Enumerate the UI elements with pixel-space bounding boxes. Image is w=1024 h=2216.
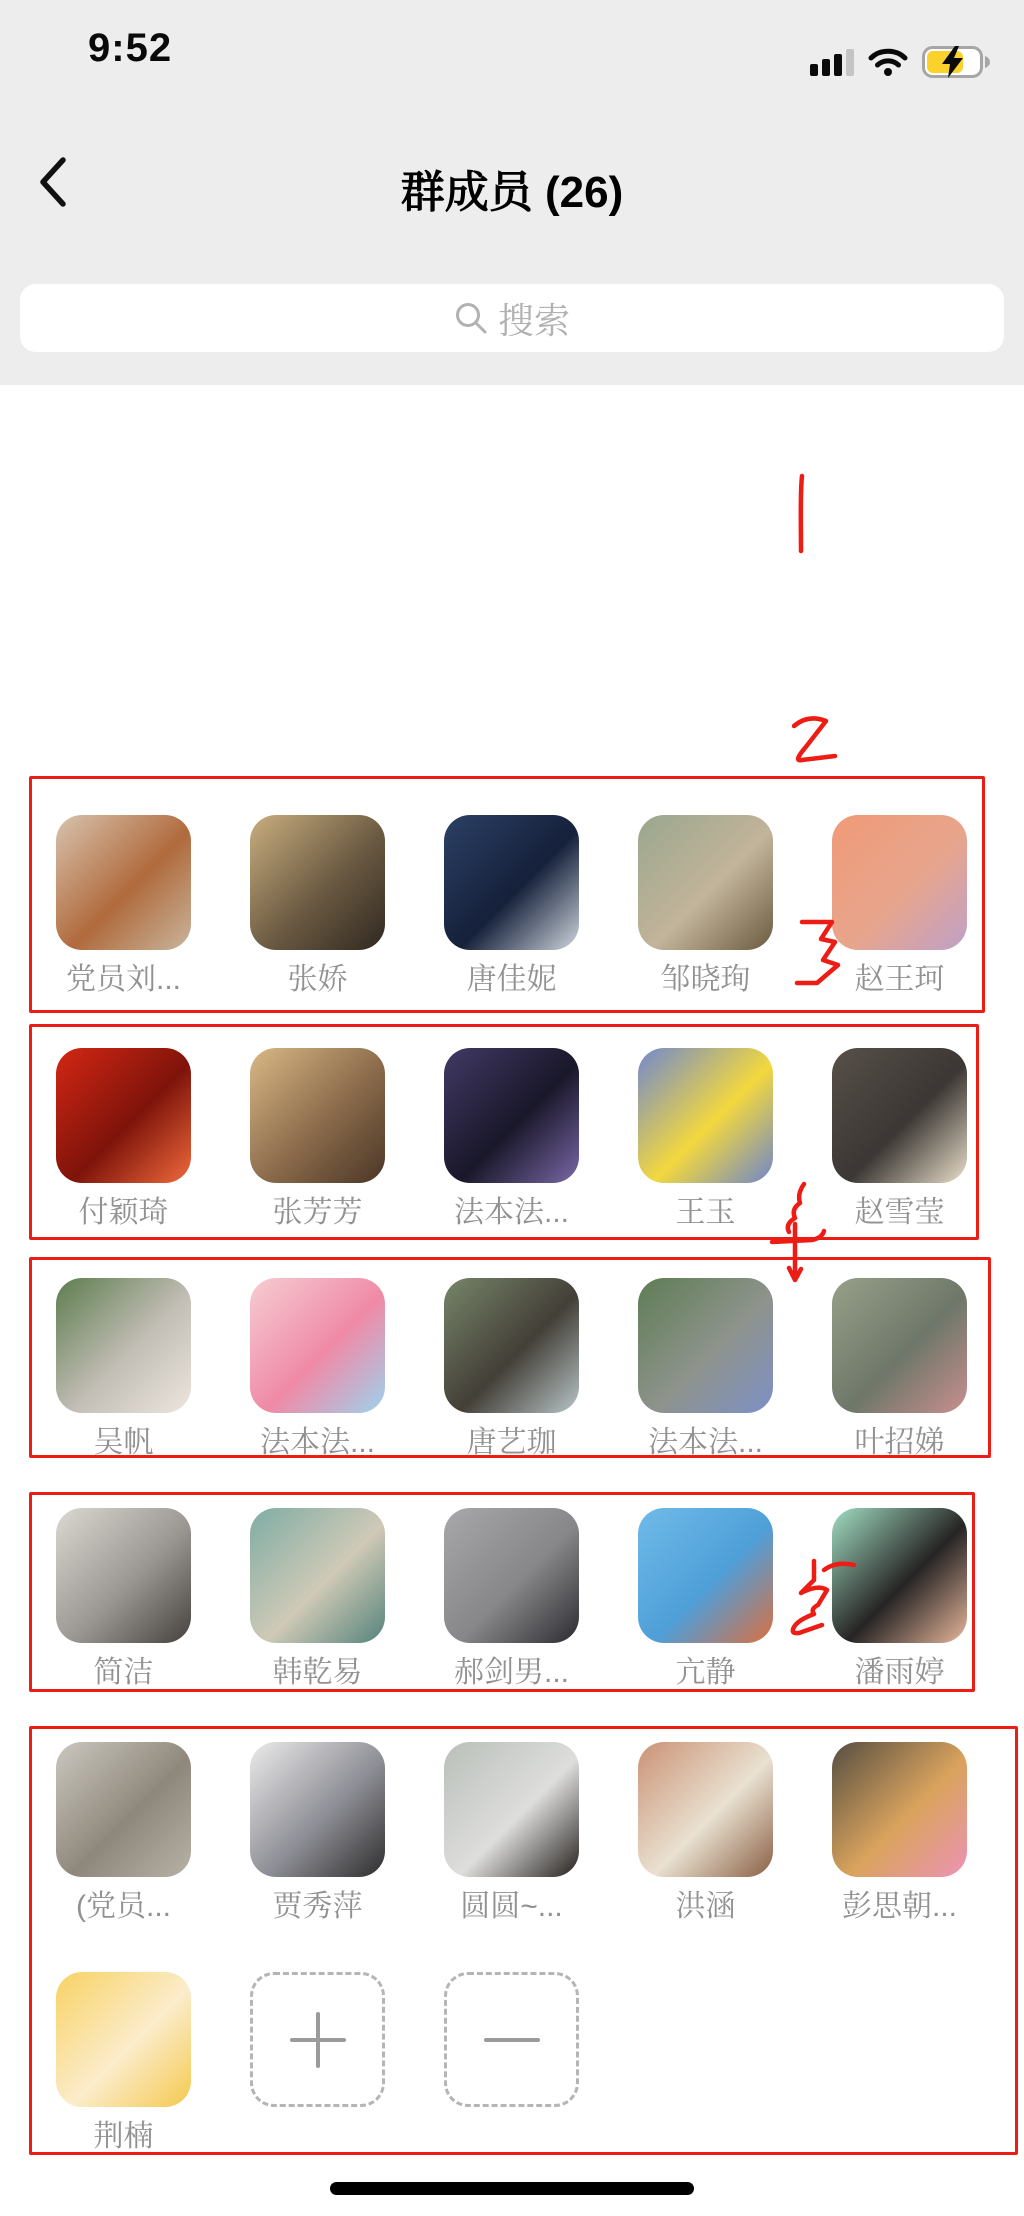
member-avatar[interactable]: [56, 1972, 191, 2107]
member-avatar[interactable]: [250, 1048, 385, 1183]
member-avatar[interactable]: [56, 1742, 191, 1877]
member-avatar[interactable]: [638, 1508, 773, 1643]
member-name: 韩乾易: [272, 1656, 363, 1689]
member-avatar[interactable]: [444, 1048, 579, 1183]
member-name: 叶招娣: [854, 1426, 945, 1459]
member-avatar[interactable]: [56, 815, 191, 950]
member-name: 潘雨婷: [854, 1656, 945, 1689]
member-avatar[interactable]: [444, 1508, 579, 1643]
member-cell[interactable]: [56, 1972, 191, 2154]
add-member-button[interactable]: [250, 1972, 385, 2154]
member-cell[interactable]: [638, 1278, 773, 1460]
member-avatar[interactable]: [638, 1742, 773, 1877]
member-avatar[interactable]: [250, 1742, 385, 1877]
member-section-1: [29, 776, 985, 1013]
member-cell[interactable]: [444, 1508, 579, 1690]
minus-icon: [482, 2010, 542, 2070]
home-indicator[interactable]: [330, 2182, 694, 2195]
member-name: 吴帆: [93, 1426, 154, 1459]
member-avatar[interactable]: [444, 815, 579, 950]
member-avatar[interactable]: [638, 1048, 773, 1183]
member-section-5: [29, 1726, 1018, 2155]
battery-charging-icon: [922, 46, 990, 78]
member-cell[interactable]: [832, 1278, 967, 1460]
member-section-3: [29, 1257, 991, 1458]
member-name: 王玉: [675, 1196, 736, 1229]
search-input[interactable]: [20, 284, 1004, 352]
member-cell[interactable]: [250, 1278, 385, 1460]
member-cell[interactable]: [444, 1278, 579, 1460]
cellular-signal-icon: [810, 49, 854, 76]
member-avatar[interactable]: [832, 1508, 967, 1643]
plus-icon: [288, 2010, 348, 2070]
member-grid-area: [0, 385, 1024, 2216]
status-time: 9:52: [88, 26, 173, 70]
member-cell[interactable]: [56, 1508, 191, 1690]
member-cell[interactable]: [444, 1742, 579, 1924]
member-avatar[interactable]: [250, 1508, 385, 1643]
member-name: 圆圆~...: [460, 1890, 563, 1923]
member-cell[interactable]: [444, 1048, 579, 1230]
member-avatar[interactable]: [250, 1278, 385, 1413]
member-name: 简洁: [93, 1656, 154, 1689]
remove-member-button[interactable]: [444, 1972, 579, 2154]
member-avatar[interactable]: [56, 1508, 191, 1643]
member-name: 法本法...: [647, 1426, 764, 1459]
member-name: 唐佳妮: [466, 963, 557, 996]
member-avatar[interactable]: [56, 1278, 191, 1413]
member-name: 党员刘...: [65, 963, 182, 996]
page-title: 群成员 (26): [400, 168, 624, 217]
member-cell[interactable]: [56, 815, 191, 997]
member-name: 张芳芳: [272, 1196, 363, 1229]
member-avatar[interactable]: [56, 1048, 191, 1183]
member-cell[interactable]: [250, 1742, 385, 1924]
member-cell[interactable]: [56, 1278, 191, 1460]
member-cell[interactable]: [56, 1048, 191, 1230]
member-name: 郝剑男...: [453, 1656, 570, 1689]
member-name: 赵王珂: [854, 963, 945, 996]
member-avatar[interactable]: [444, 1278, 579, 1413]
member-avatar[interactable]: [832, 1278, 967, 1413]
status-icons: [810, 44, 990, 80]
member-avatar[interactable]: [832, 1048, 967, 1183]
search-placeholder: 搜索: [497, 299, 570, 341]
member-avatar[interactable]: [250, 815, 385, 950]
member-avatar[interactable]: [638, 815, 773, 950]
member-cell[interactable]: [638, 1742, 773, 1924]
search-icon: [454, 301, 488, 335]
member-cell[interactable]: [832, 815, 967, 997]
member-name: 彭思朝...: [841, 1890, 958, 1923]
member-section-4: [29, 1492, 975, 1692]
member-name: (党员...: [76, 1890, 171, 1923]
member-cell[interactable]: [832, 1742, 967, 1924]
member-name: 法本法...: [453, 1196, 570, 1229]
member-cell[interactable]: [444, 815, 579, 997]
member-name: 贾秀萍: [272, 1890, 363, 1923]
member-cell[interactable]: [250, 815, 385, 997]
member-avatar[interactable]: [444, 1742, 579, 1877]
wifi-icon: [868, 47, 908, 77]
member-name: 荆楠: [93, 2120, 154, 2153]
member-name: 亢静: [675, 1656, 736, 1689]
member-cell[interactable]: [638, 1508, 773, 1690]
member-name: 邹晓珣: [660, 963, 751, 996]
member-cell[interactable]: [638, 1048, 773, 1230]
member-name: 赵雪莹: [854, 1196, 945, 1229]
member-avatar[interactable]: [832, 1742, 967, 1877]
member-name: 法本法...: [259, 1426, 376, 1459]
member-avatar[interactable]: [638, 1278, 773, 1413]
member-name: 唐艺珈: [466, 1426, 557, 1459]
member-name: 张娇: [287, 963, 348, 996]
member-section-2: [29, 1024, 979, 1240]
member-cell[interactable]: [250, 1048, 385, 1230]
member-name: 洪涵: [675, 1890, 736, 1923]
member-cell[interactable]: [832, 1048, 967, 1230]
top-bar-area: [0, 0, 1024, 385]
member-cell[interactable]: [638, 815, 773, 997]
member-name: 付颖琦: [78, 1196, 169, 1229]
member-cell[interactable]: [56, 1742, 191, 1924]
member-cell[interactable]: [250, 1508, 385, 1690]
member-cell[interactable]: [832, 1508, 967, 1690]
member-avatar[interactable]: [832, 815, 967, 950]
